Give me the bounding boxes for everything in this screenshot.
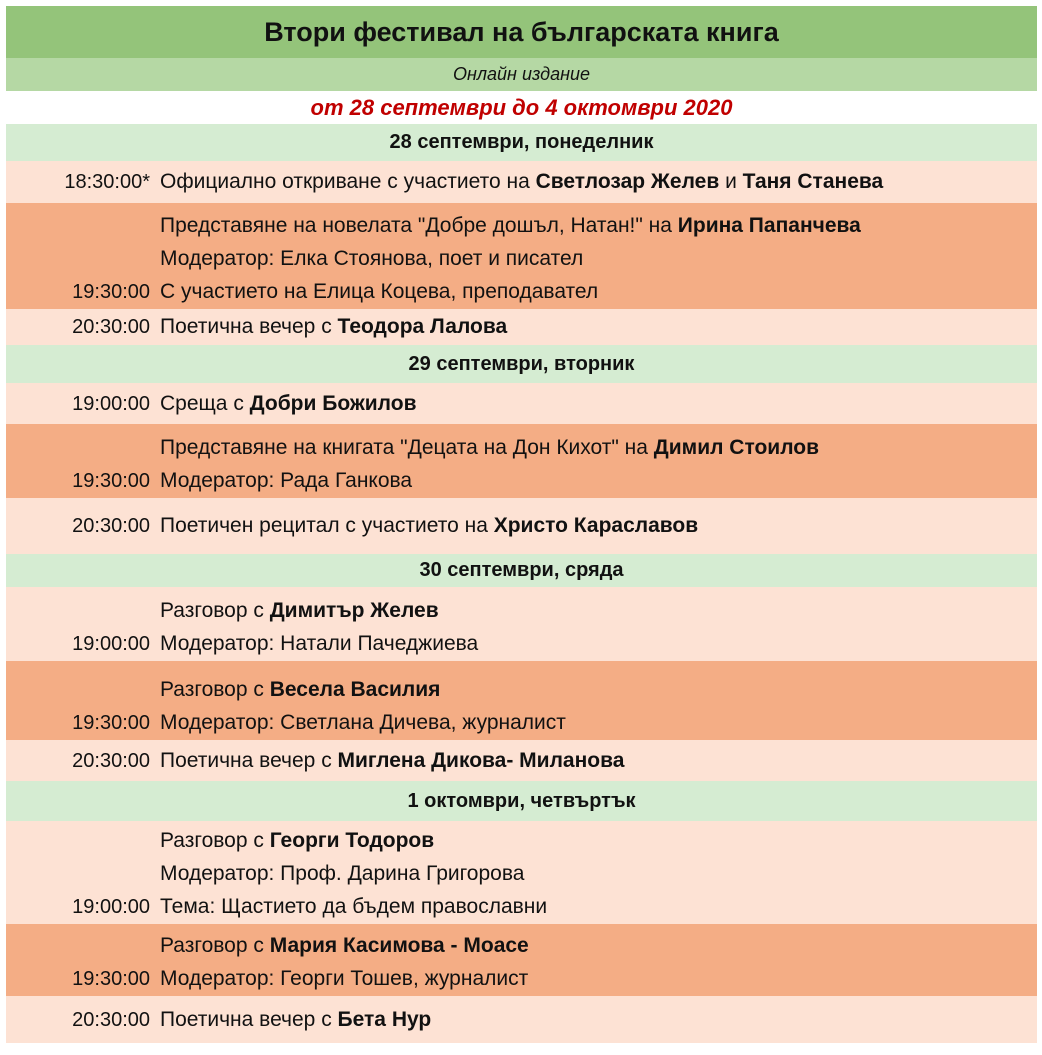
participant-name: Таня Станева [742,170,884,193]
event-text-line [160,894,547,920]
event-text: Модератор: Георги Тошев, журналист [160,967,529,990]
event-text: Модератор: Натали Пачеджиева [160,632,479,655]
event-text: Среща с [160,392,250,415]
event-text: Разговор с [160,829,270,852]
event-text-line [160,828,434,854]
edition-subtitle: Онлайн издание [6,58,1037,91]
event-text-line [160,213,861,239]
event-time: 20:30:00 [72,316,150,338]
participant-name: Ирина Папанчева [677,214,861,237]
event-row [6,924,1037,996]
event-row [6,821,1037,924]
participant-name: Теодора Лалова [337,315,508,338]
event-text-line [160,1007,431,1033]
event-text-line [160,391,417,417]
event-row [6,309,1037,345]
event-text: Тема: Щастието да бъдем православни [160,895,548,918]
event-row [6,424,1037,498]
participant-name: Добри Божилов [249,392,417,415]
event-time: 19:30:00 [72,968,150,990]
event-row [6,203,1037,309]
event-text-line [160,710,566,736]
participant-name: Бета Нур [337,1008,432,1031]
participant-name: Светлозар Желев [535,170,720,193]
participant-name: Димитър Желев [269,599,439,622]
event-row [6,740,1037,781]
event-text: Представяне на книгата "Децата на Дон Кихот" на [160,436,654,459]
event-time: 20:30:00 [72,515,150,537]
participant-name: Георги Тодоров [269,829,435,852]
event-time: 19:00:00 [72,393,150,415]
event-text-line [160,246,583,272]
event-text-line [160,314,507,340]
event-text: Модератор: Светлана Дичева, журналист [160,711,566,734]
day-header: 28 септември, понеделник [6,124,1037,161]
event-text: С участието на Елица Коцева, преподавател [160,280,599,303]
event-text: Поетична вечер с [160,315,338,338]
event-text: и [719,170,743,193]
event-text-line [160,677,440,703]
event-text: Разговор с [160,678,270,701]
event-time: 19:00:00 [72,633,150,655]
event-text-line [160,966,528,992]
event-text: Поетична вечер с [160,749,338,772]
event-text-line [160,748,624,774]
event-time: 19:30:00 [72,712,150,734]
event-row [6,996,1037,1043]
event-text: Модератор: Елка Стоянова, поет и писател [160,247,584,270]
day-header: 30 септември, сряда [6,554,1037,587]
event-text-line [160,933,529,959]
event-text-line [160,631,478,657]
event-text: Поетичен рецитал с участието на [160,514,494,537]
event-time: 19:30:00 [72,281,150,303]
participant-name: Мария Касимова - Моасе [269,934,529,957]
page-title: Втори фестивал на българската книга [6,6,1037,58]
event-text-line [160,513,698,539]
event-time: 20:30:00 [72,750,150,772]
participant-name: Миглена Дикова- Миланова [337,749,625,772]
event-row [6,587,1037,661]
event-row [6,383,1037,424]
festival-dates: от 28 септември до 4 октомври 2020 [6,91,1037,124]
event-text-line [160,279,598,305]
event-text: Модератор: Проф. Дарина Григорова [160,862,525,885]
event-text-line [160,598,439,624]
event-text-line [160,435,819,461]
participant-name: Весела Василия [269,678,441,701]
event-time: 18:30:00* [64,171,150,193]
event-text: Официално откриване с участието на [160,170,536,193]
event-text-line [160,861,524,887]
event-text: Разговор с [160,599,270,622]
event-text: Представяне на новелата "Добре дошъл, Натан!" на [160,214,678,237]
participant-name: Димил Стоилов [653,436,819,459]
event-row [6,161,1037,203]
participant-name: Христо Караславов [493,514,699,537]
event-text-line [160,468,412,494]
day-header: 1 октомври, четвъртък [6,781,1037,821]
event-text: Модератор: Рада Ганкова [160,469,413,492]
event-text: Разговор с [160,934,270,957]
event-time: 20:30:00 [72,1009,150,1031]
event-text: Поетична вечер с [160,1008,338,1031]
event-time: 19:00:00 [72,896,150,918]
event-time: 19:30:00 [72,470,150,492]
day-header: 29 септември, вторник [6,345,1037,383]
event-row [6,661,1037,740]
event-text-line [160,169,883,195]
event-row [6,498,1037,554]
